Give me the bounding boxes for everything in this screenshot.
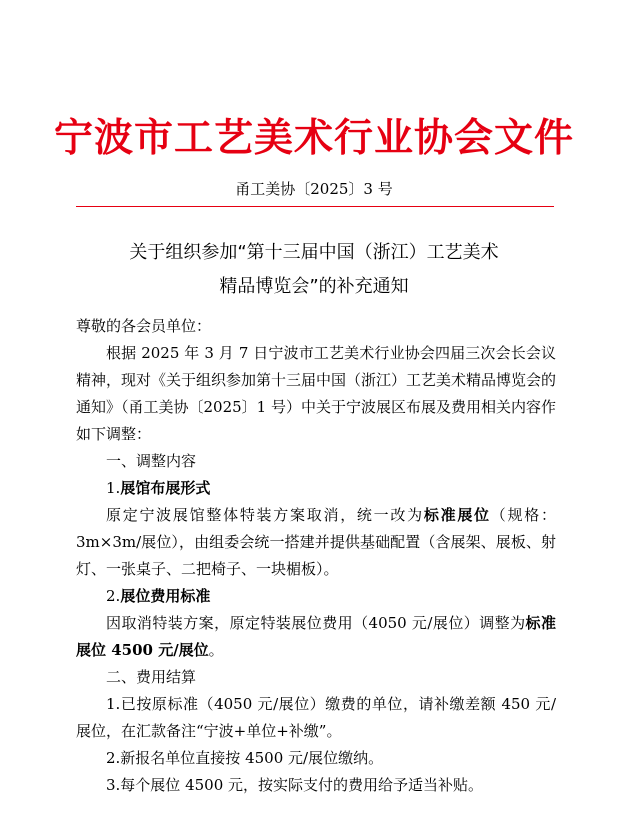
fee-item-3: 3.每个展位 4500 元，按实际支付的费用给予适当补贴。	[106, 776, 484, 794]
item-2-paragraph	[76, 610, 556, 664]
item-2-text-b: 。	[208, 641, 224, 659]
item-1-bold: 标准展位	[423, 506, 491, 524]
red-divider	[76, 206, 554, 207]
section-1-heading: 一、调整内容	[106, 452, 197, 470]
notice-title-line-2: 精品博览会”的补充通知	[219, 276, 409, 297]
item-2-heading	[76, 583, 556, 610]
notice-body	[76, 313, 556, 799]
intro-paragraph: 根据 2025 年 3 月 7 日宁波市工艺美术行业协会四届三次会长会议精神，现对《关于组织参加第十三届中国（浙江）工艺美术精品博览会的通知》（甬工美协〔2025〕1 号）中关于宁波展区布展及费用相关内容作如下调整：	[76, 344, 557, 443]
document-number: 甬工美协〔2025〕3 号	[235, 180, 393, 198]
item-1-text-b: （规格：3m×3m/展位），由组委会统一搭建并提供基础配置（含展架、展板、射灯、一张桌子、二把椅子、一块楣板）。	[76, 506, 556, 578]
item-1-text-a: 原定宁波展馆整体特装方案取消，统一改为	[106, 506, 424, 524]
item-1-paragraph	[76, 502, 556, 583]
item-1-number: 1.	[106, 479, 121, 497]
item-2-title: 展位费用标准	[120, 587, 211, 605]
item-2-bold: 标准展位 4500 元/展位	[76, 614, 556, 659]
item-2-text-a: 因取消特装方案，原定特装展位费用（4050 元/展位）调整为	[106, 614, 526, 632]
org-title: 宁波市工艺美术行业协会文件	[53, 116, 574, 161]
item-1-heading	[76, 475, 556, 502]
notice-title-line-1: 关于组织参加“第十三届中国（浙江）工艺美术	[129, 242, 499, 263]
fee-item-2: 2.新报名单位直接按 4500 元/展位缴纳。	[106, 749, 384, 767]
notice-title	[0, 236, 628, 304]
item-1-title: 展馆布展形式	[120, 479, 211, 497]
fee-item-1: 1.已按原标准（4050 元/展位）缴费的单位，请补缴差额 450 元/展位，在汇款备注“宁波+单位+补缴”。	[76, 695, 556, 740]
salutation: 尊敬的各会员单位：	[76, 317, 212, 335]
section-2-heading: 二、费用结算	[106, 668, 197, 686]
item-2-number: 2.	[106, 587, 121, 605]
